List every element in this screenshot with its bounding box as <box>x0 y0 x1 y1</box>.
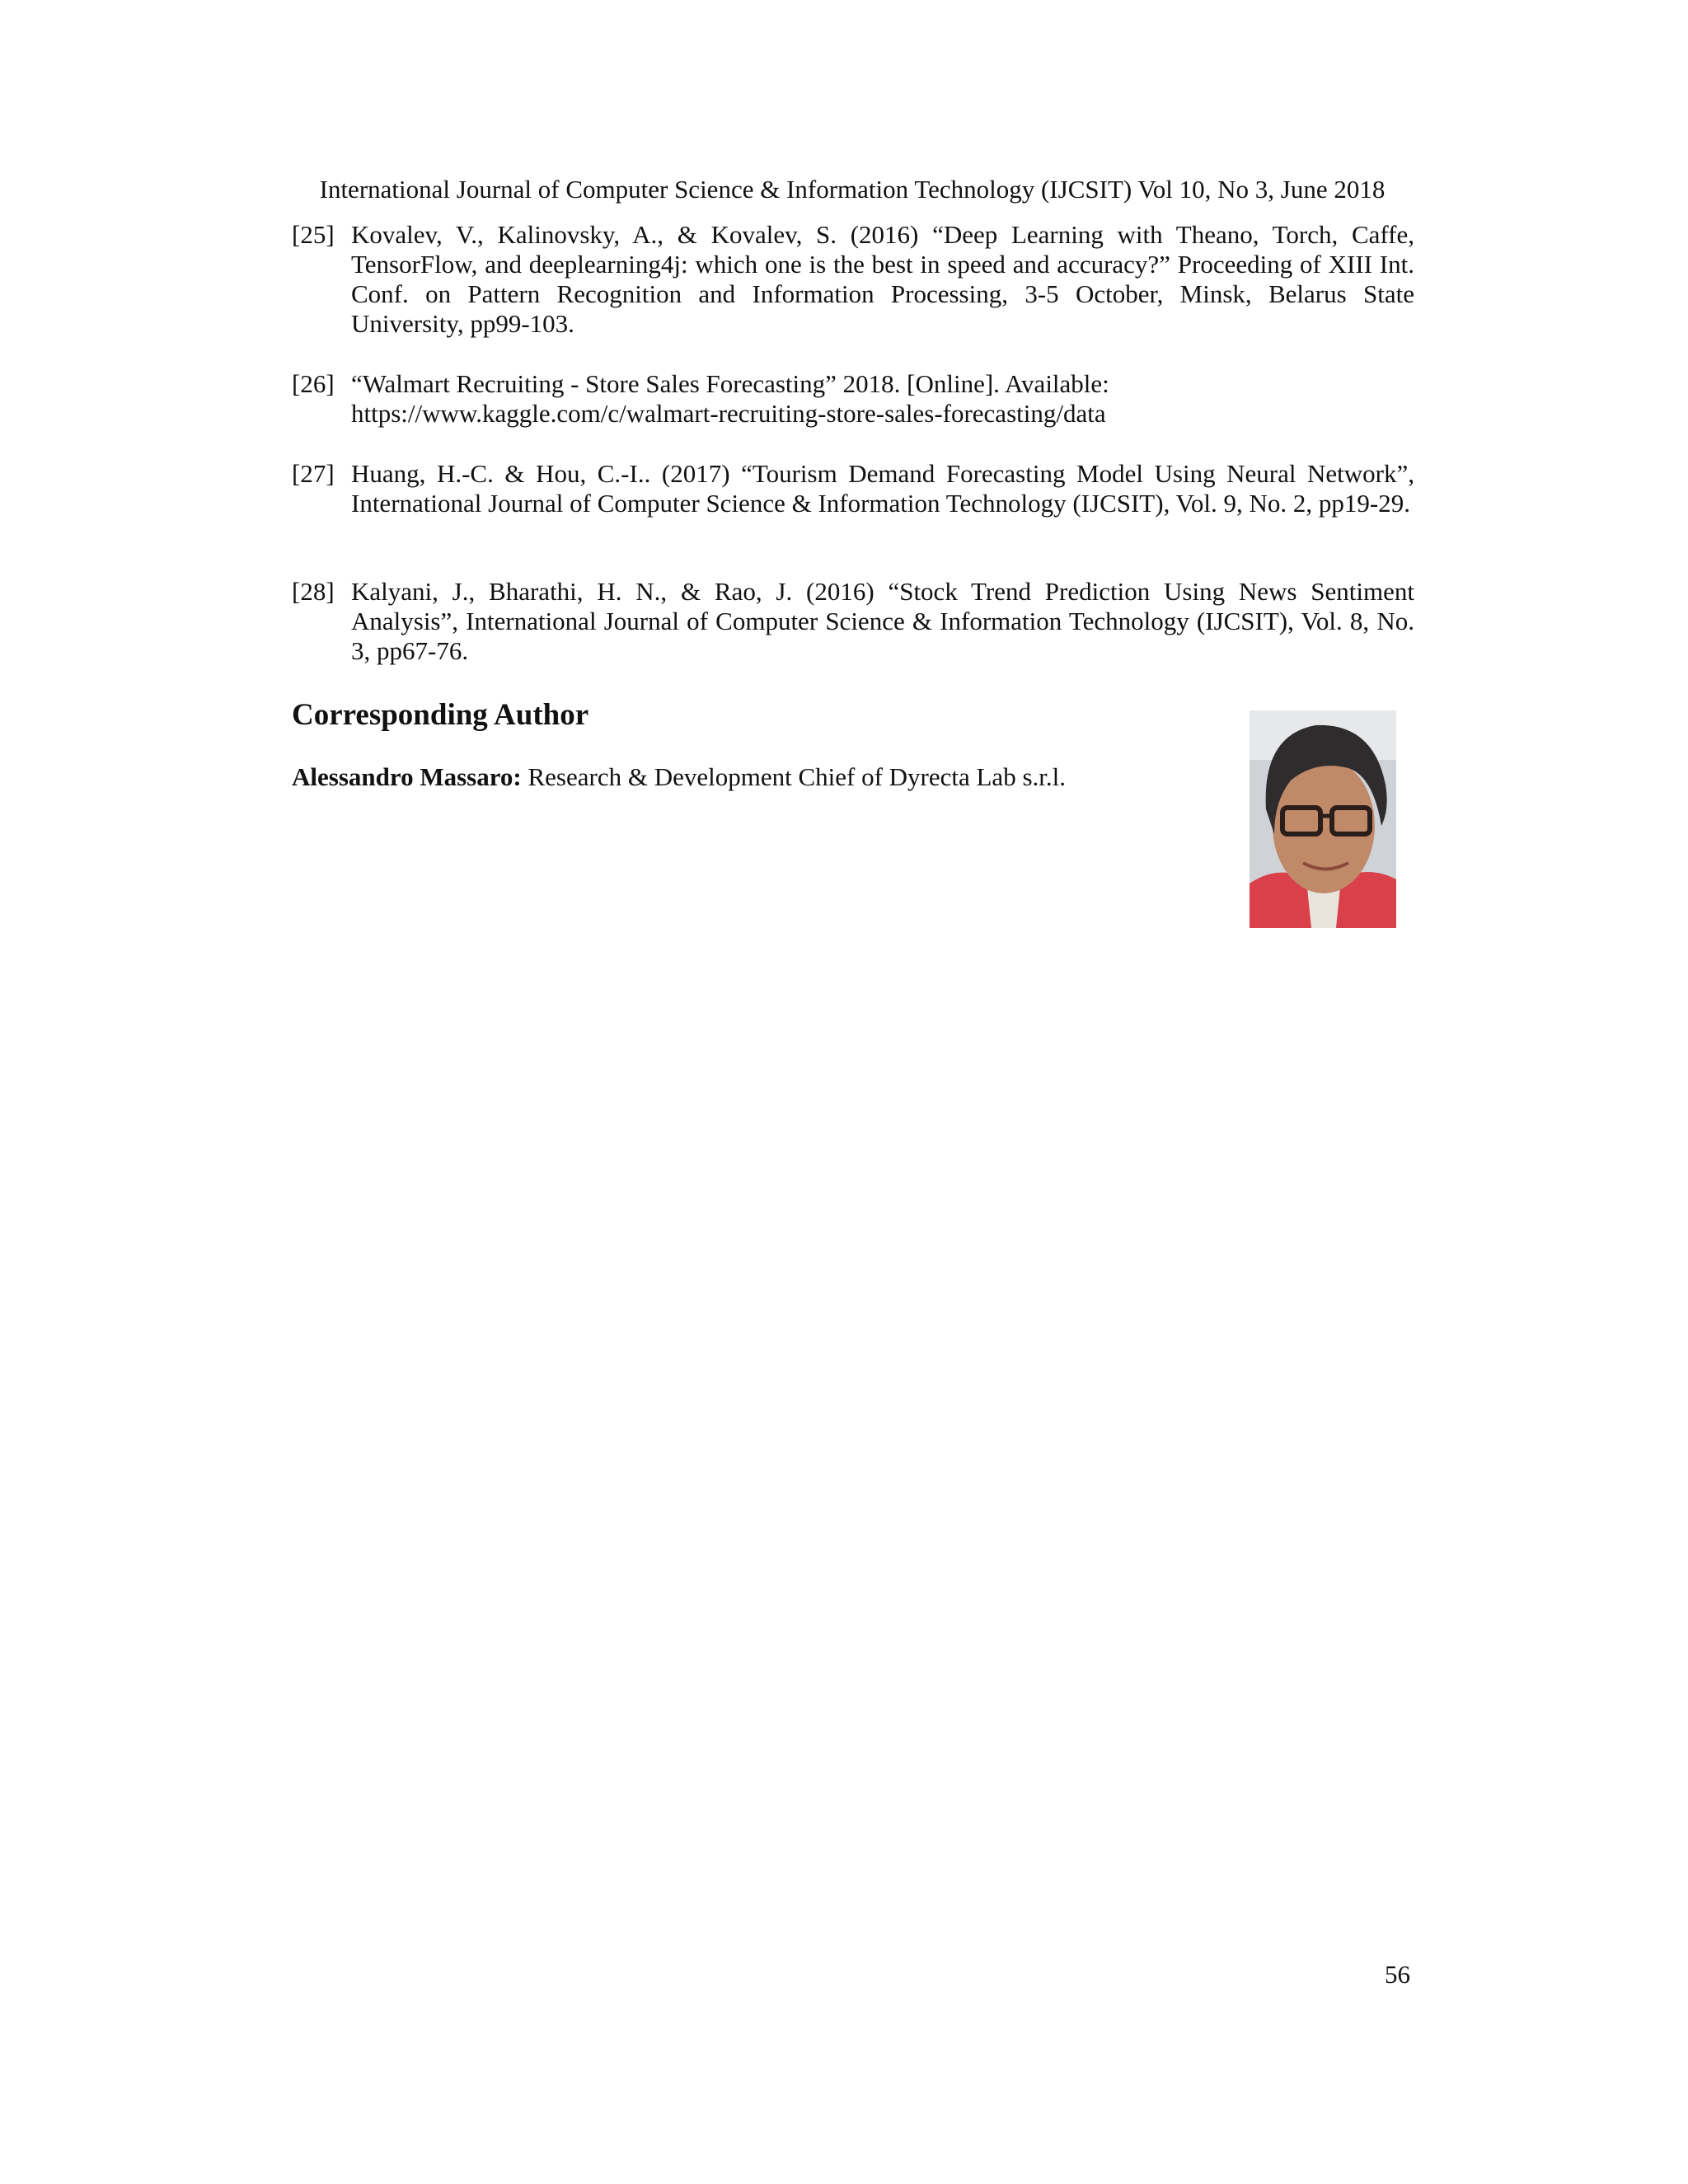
reference-label: [28] <box>292 577 335 606</box>
reference-26 <box>292 369 1414 429</box>
reference-27 <box>292 459 1414 518</box>
author-description: Research & Development Chief of Dyrecta Lab s.r.l. <box>528 762 1066 791</box>
reference-text: Kovalev, V., Kalinovsky, A., & Kovalev, S. (2016) “Deep Learning with Theano, Torch, Caffe, TensorFlow, and deeplearning4j: which one is the best in speed and accuracy?” Proceeding of XIII Int. Conf. on Pattern Recognition and Information Processing, 3-5 October, Minsk, Belarus State University, pp99-103. <box>351 220 1414 338</box>
reference-text-line: “Walmart Recruiting - Store Sales Forecasting” 2018. [Online]. Available: <box>351 369 1109 398</box>
reference-url-link[interactable]: https://www.kaggle.com/c/walmart-recruiting-store-sales-forecasting/data <box>351 399 1106 428</box>
reference-text: Kalyani, J., Bharathi, H. N., & Rao, J. (2016) “Stock Trend Prediction Using News Sentiment Analysis”, International Journal of Computer Science & Information Technology (IJCSIT), Vol. 8, No. 3, pp67-76. <box>351 577 1414 665</box>
reference-label: [26] <box>292 369 335 398</box>
reference-text <box>351 369 1414 429</box>
reference-text: Huang, H.-C. & Hou, C.-I.. (2017) “Tourism Demand Forecasting Model Using Neural Network”, International Journal of Computer Science & Information Technology (IJCSIT), Vol. 9, No. 2, pp19-29. <box>351 459 1414 518</box>
reference-28 <box>292 577 1414 666</box>
section-heading: Corresponding Author <box>292 698 589 732</box>
reference-25 <box>292 220 1414 339</box>
author-photo <box>1250 710 1396 928</box>
author-name: Alessandro Massaro: <box>292 762 522 791</box>
reference-label: [25] <box>292 220 335 249</box>
reference-label: [27] <box>292 459 335 488</box>
running-header: International Journal of Computer Science & Information Technology (IJCSIT) Vol 10, No 3, June 2018 <box>319 175 1386 204</box>
author-info <box>292 762 1066 792</box>
author-portrait-image <box>1250 710 1396 928</box>
page-number: 56 <box>1385 1960 1410 1989</box>
